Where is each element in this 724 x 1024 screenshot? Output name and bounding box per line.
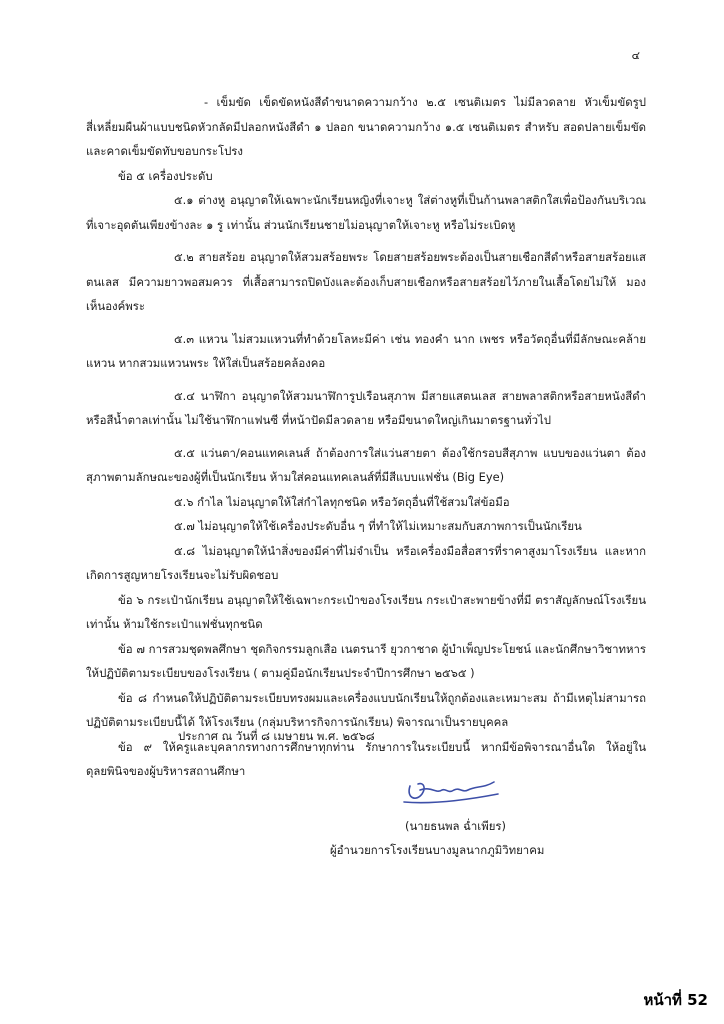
paragraph: ๕.๗ ไม่อนุญาตให้ใช้เครื่องประดับอื่น ๆ ที่ทำให้ไม่เหมาะสมกับสภาพการเป็นนักเรียน	[174, 519, 582, 533]
paragraph: ๕.๕ แว่นตา/คอนแทคเลนส์ ถ้าต้องการใส่แว่นสายตา ต้องใช้กรอบสีสุภาพ แบบของแว่นตา ต้องสุภาพตามลักษณะของผู้ที่เป็นนักเรียน ห้ามใส่คอนแทคเลนส์ที่มีสีแบบแฟชั่น (Big Eye)	[86, 445, 646, 484]
paragraph: ๕.๔ นาฬิกา อนุญาตให้สวมนาฬิการูปเรือนสุภาพ มีสายแสตนเลส สายพลาสติกหรือสายหนังสีดำหรือสีน้ำตาลเท่านั้น ไม่ใช้นาฬิกาแฟนซี ที่หน้าปัดมีลวดลาย หรือมีขนาดใหญ่เกินมาตรฐานทั่วไป	[86, 388, 646, 427]
announcement-date: ประกาศ ณ วันที่ ๘ เมษายน พ.ศ. ๒๕๖๘	[178, 729, 375, 743]
paragraph: ๕.๖ กำไล ไม่อนุญาตให้ใส่กำไลทุกชนิด หรือวัตถุอื่นที่ใช้สวมใส่ข้อมือ	[174, 494, 510, 509]
paragraph: ข้อ ๗ การสวมชุดพลศึกษา ชุดกิจกรรมลูกเสือ เนตรนารี ยุวกาชาด ผู้บำเพ็ญประโยชน์ และนักศึกษาวิชาทหาร ให้ปฏิบัติตามระเบียบของโรงเรียน ( ตามคู่มือนักเรียนประจำปีการศึกษา ๒๕๖๕ )	[86, 641, 646, 680]
signature-image	[396, 768, 506, 814]
paragraph: ๕.๑ ต่างหู อนุญาตให้เฉพาะนักเรียนหญิงที่เจาะหู ใส่ต่างหูที่เป็นก้านพลาสติกใสเพื่อป้องกันบริเวณที่เจาะอุดตันเพียงข้างละ ๑ รู เท่านั้น ส่วนนักเรียนชายไม่อนุญาตให้เจาะหู หรือไม่ระเบิดหู	[86, 193, 646, 232]
paragraph: ๕.๘ ไม่อนุญาตให้นำสิ่งของมีค่าที่ไม่จำเป็น หรือเครื่องมือสื่อสารที่ราคาสูงมาโรงเรียน และหากเกิดการสูญหายโรงเรียนจะไม่รับผิดชอบ	[86, 543, 646, 582]
paragraph: ๕.๒ สายสร้อย อนุญาตให้สวมสร้อยพระ โดยสายสร้อยพระต้องเป็นสายเชือกสีดำหรือสายสร้อยแสตนเลส มีความยาวพอสมควร ที่เสื้อสามารถปิดบังและต้องเก็บสายเชือกหรือสายสร้อยไว้ภายในเสื้อโดยไม่ให้ มองเห็นองค์พระ	[86, 250, 646, 313]
paragraph: ข้อ ๖ กระเป๋านักเรียน อนุญาตให้ใช้เฉพาะกระเป๋าของโรงเรียน กระเป๋าสะพายข้างที่มี ตราสัญลักษณ์โรงเรียนเท่านั้น ห้ามใช้กระเป๋าแฟชั่นทุกชนิด	[86, 592, 646, 631]
regulation-body	[86, 90, 646, 784]
paragraph: ข้อ ๕ เครื่องประดับ	[118, 168, 213, 183]
paragraph: ข้อ ๘ กำหนดให้ปฏิบัติตามระเบียบทรงผมและเครื่องแบบนักเรียนให้ถูกต้องและเหมาะสม ถ้ามีเหตุไม่สามารถปฏิบัติตามระเบียบนี้ได้ ให้โรงเรียน (กลุ่มบริหารกิจการนักเรียน) พิจารณาเป็นรายบุคคล	[86, 690, 646, 729]
paragraph: - เข็มขัด เข็ดขัดหนังสีดำขนาดความกว้าง ๒.๕ เซนติเมตร ไม่มีลวดลาย หัวเข็มขัดรูปสี่เหลี่ยมผืนผ้าแบบชนิดหัวกลัดมีปลอกหนังสีดำ ๑ ปลอก ขนาดความกว้าง ๑.๕ เซนติเมตร สำหรับ สอดปลายเข็มขัด และคาดเข็มขัดทับขอบกระโปรง	[86, 95, 646, 158]
signer-name: (นายธนพล ฉ่ำเพียร)	[405, 819, 506, 833]
paragraph: ข้อ ๙ ให้ครูและบุคลากรทางการศึกษาทุกท่าน รักษาการในระเบียบนี้ หากมีข้อพิจารณาอื่นใด ให้อยู่ใน ดุลยพินิจของผู้บริหารสถานศึกษา	[86, 739, 646, 778]
footer-page-number: หน้าที่ 52	[643, 991, 708, 1009]
signer-title: ผู้อำนวยการโรงเรียนบางมูลนากภูมิวิทยาคม	[330, 843, 545, 857]
page-number: ๔	[631, 49, 640, 62]
paragraph: ๕.๓ แหวน ไม่สวมแหวนที่ทำด้วยโลหะมีค่า เช่น ทองคำ นาก เพชร หรือวัตถุอื่นที่มีลักษณะคล้ายแหวน หากสวมแหวนพระ ให้ใส่เป็นสร้อยคล้องคอ	[86, 331, 646, 370]
